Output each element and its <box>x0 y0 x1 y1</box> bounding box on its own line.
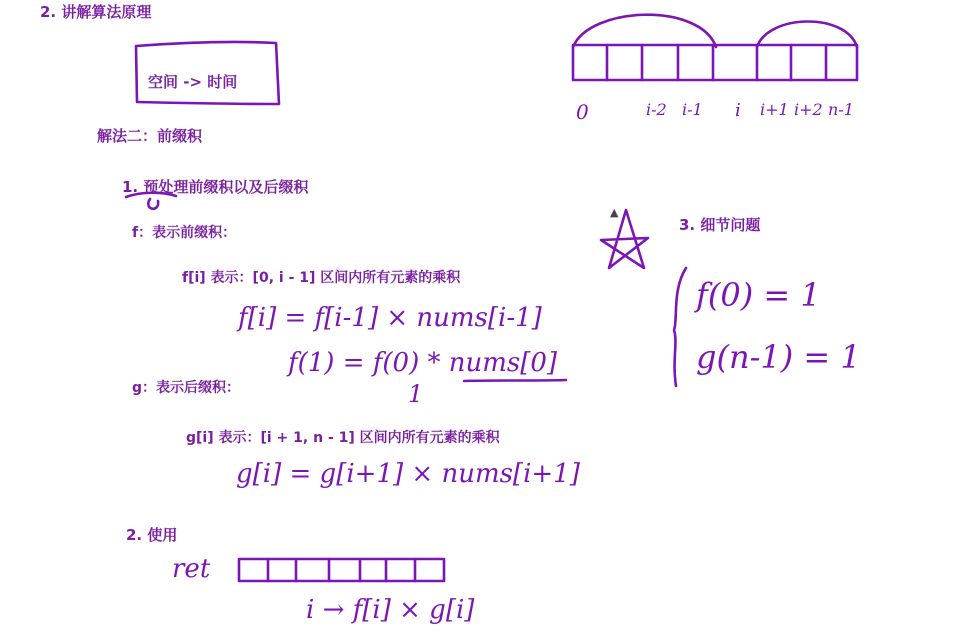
g-meaning: g[i] 表示：[i + 1, n - 1] 区间内所有元素的乘积 <box>186 430 500 446</box>
step1-loop <box>148 199 158 209</box>
step2-title: 2. 使用 <box>126 526 178 544</box>
detail-brace <box>674 268 686 386</box>
prefix-arc <box>573 15 716 47</box>
f-definition: f：表示前缀积： <box>132 225 237 241</box>
f-formula: f[i] = f[i-1] × nums[i-1] <box>238 303 542 333</box>
f0-note: 1 <box>408 380 424 408</box>
usage-formula: i → f[i] × g[i] <box>306 595 475 625</box>
f1-formula: f(1) = f(0) * nums[0] <box>288 348 558 378</box>
step1-title: 1. 预处理前缀积以及后缀积 <box>122 178 309 196</box>
step1-squiggle <box>126 193 176 197</box>
top-array <box>573 45 857 80</box>
detail-title: 3. 细节问题 <box>679 216 761 234</box>
f-meaning: f[i] 表示：[0, i - 1] 区间内所有元素的乘积 <box>182 270 461 286</box>
index-label-i-minus-2: i-2 <box>646 100 667 119</box>
g-definition: g：表示后缀积： <box>132 380 241 396</box>
index-label-i-plus-2: i+2 <box>794 100 823 119</box>
section-title: 2. 讲解算法原理 <box>40 3 152 21</box>
index-label-n-minus-1: n-1 <box>828 100 854 119</box>
boundary-f: f(0) = 1 <box>696 276 821 314</box>
cursor-icon: ▲ <box>610 206 619 219</box>
nums0-underline <box>464 380 566 381</box>
note-box <box>136 42 279 104</box>
method-title: 解法二：前缀积 <box>97 127 203 145</box>
ret-label: ret <box>172 554 211 584</box>
star-icon <box>601 210 648 268</box>
index-label-zero: 0 <box>576 100 589 124</box>
index-label-i-plus-1: i+1 <box>760 100 789 119</box>
index-label-i-minus-1: i-1 <box>682 100 703 119</box>
box-note: 空间 -> 时间 <box>148 73 238 91</box>
g-formula: g[i] = g[i+1] × nums[i+1] <box>236 459 580 489</box>
ret-array <box>239 559 444 581</box>
suffix-arc <box>757 21 857 47</box>
boundary-g: g(n-1) = 1 <box>696 338 861 376</box>
index-label-i: i <box>735 100 741 121</box>
